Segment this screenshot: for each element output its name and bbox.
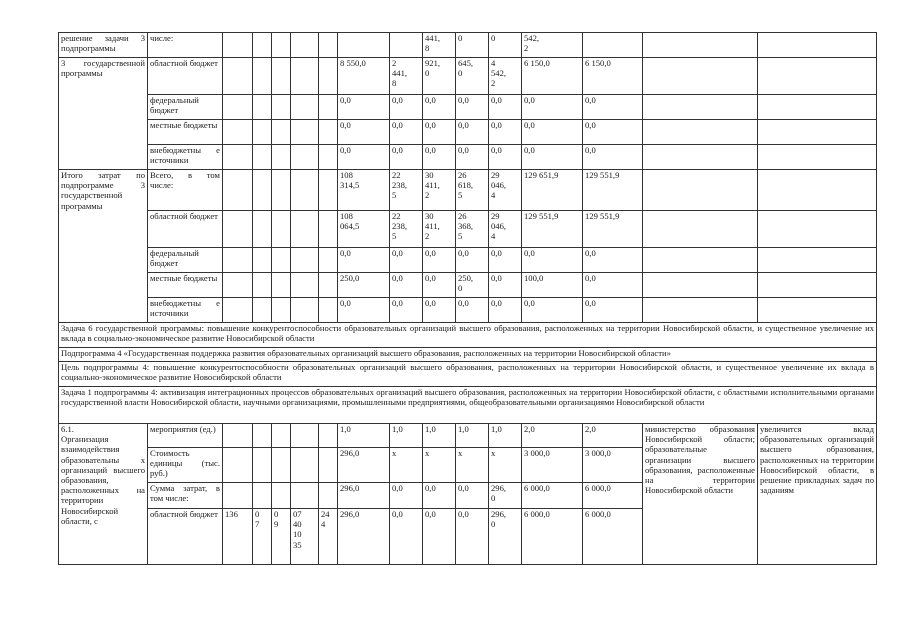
row-title-cell: решение задачи 3 подпрограммы <box>59 33 148 58</box>
budget-table <box>58 32 877 565</box>
value-cell: 30 411, 2 <box>423 211 456 248</box>
value-cell <box>643 95 758 120</box>
source-cell: внебюджетны е источники <box>148 298 223 323</box>
value-cell: 0,0 <box>390 145 423 170</box>
value-cell: 22 238, 5 <box>390 211 423 248</box>
value-cell: 100,0 <box>522 273 583 298</box>
value-cell <box>253 248 272 273</box>
value-cell <box>272 120 291 145</box>
value-cell: 0,0 <box>456 120 489 145</box>
value-cell <box>643 58 758 95</box>
value-cell: 441, 8 <box>423 33 456 58</box>
value-cell <box>223 211 253 248</box>
value-cell <box>223 33 253 58</box>
code-cell <box>319 448 338 483</box>
source-cell: областной бюджет <box>148 211 223 248</box>
value-cell: 0 <box>456 33 489 58</box>
code-cell <box>272 448 291 483</box>
value-cell: 8 550,0 <box>338 58 390 95</box>
value-cell: 0,0 <box>423 145 456 170</box>
value-cell <box>758 58 877 95</box>
source-cell: Всего, в том числе: <box>148 170 223 211</box>
row-title-cell: Итого затрат по подпрограмме 3 государственной программы <box>59 170 148 323</box>
value-cell: 1,0 <box>489 424 522 448</box>
value-cell <box>223 145 253 170</box>
value-cell <box>223 120 253 145</box>
value-cell <box>319 273 338 298</box>
code-cell <box>253 424 272 448</box>
value-cell: 1,0 <box>456 424 489 448</box>
value-cell <box>272 33 291 58</box>
value-cell <box>253 170 272 211</box>
value-cell <box>253 120 272 145</box>
code-cell <box>291 448 319 483</box>
value-cell: 0,0 <box>390 248 423 273</box>
value-cell <box>272 95 291 120</box>
value-cell: 0,0 <box>456 509 489 565</box>
value-cell: 0,0 <box>489 120 522 145</box>
indicator-cell: областной бюджет <box>148 509 223 565</box>
value-cell: 0,0 <box>489 248 522 273</box>
value-cell: 129 551,9 <box>583 170 643 211</box>
summary-row <box>59 120 877 145</box>
code-cell <box>291 483 319 509</box>
value-cell <box>253 33 272 58</box>
value-cell <box>643 33 758 58</box>
value-cell <box>319 33 338 58</box>
value-cell: 0,0 <box>423 273 456 298</box>
total-row <box>59 298 877 323</box>
value-cell: 0,0 <box>522 298 583 323</box>
value-cell <box>253 273 272 298</box>
code-cell <box>253 483 272 509</box>
value-cell: 6 150,0 <box>583 58 643 95</box>
budget-table-page <box>58 32 876 565</box>
value-cell: 0,0 <box>583 145 643 170</box>
event-row <box>59 424 877 448</box>
source-cell: внебюджетны е источники <box>148 145 223 170</box>
value-cell <box>583 33 643 58</box>
value-cell: 296,0 <box>338 483 390 509</box>
value-cell <box>291 273 319 298</box>
value-cell: 6 000,0 <box>522 509 583 565</box>
value-cell: х <box>489 448 522 483</box>
value-cell <box>253 298 272 323</box>
value-cell: х <box>423 448 456 483</box>
value-cell <box>758 145 877 170</box>
value-cell <box>758 95 877 120</box>
value-cell <box>272 273 291 298</box>
summary-row <box>59 33 877 58</box>
value-cell <box>291 95 319 120</box>
value-cell: 0,0 <box>423 509 456 565</box>
value-cell <box>223 170 253 211</box>
value-cell: 29 046, 4 <box>489 170 522 211</box>
value-cell: 1,0 <box>390 424 423 448</box>
value-cell: 1,0 <box>338 424 390 448</box>
value-cell: 0,0 <box>338 298 390 323</box>
value-cell <box>253 145 272 170</box>
value-cell <box>643 211 758 248</box>
value-cell <box>272 211 291 248</box>
value-cell <box>319 170 338 211</box>
value-cell: 108 064,5 <box>338 211 390 248</box>
value-cell <box>319 211 338 248</box>
value-cell: 3 000,0 <box>583 448 643 483</box>
value-cell: 0,0 <box>338 95 390 120</box>
code-cell <box>223 448 253 483</box>
value-cell: 921, 0 <box>423 58 456 95</box>
value-cell: 0,0 <box>456 483 489 509</box>
value-cell: 0,0 <box>583 95 643 120</box>
row-title-cell: 3 государственной программы <box>59 58 148 170</box>
code-cell: 07 40 10 35 <box>291 509 319 565</box>
code-cell <box>223 424 253 448</box>
value-cell <box>758 170 877 211</box>
value-cell: 645, 0 <box>456 58 489 95</box>
executor-cell: министерство образования Новосибирской области; образовательные организации высшего образования, расположенные на территории Новосибирской области <box>643 424 758 565</box>
value-cell: 6 000,0 <box>583 509 643 565</box>
code-cell <box>272 483 291 509</box>
total-row <box>59 170 877 211</box>
value-cell: 0,0 <box>489 95 522 120</box>
total-row <box>59 211 877 248</box>
value-cell <box>223 95 253 120</box>
value-cell <box>223 273 253 298</box>
result-cell: увеличится вклад образовательных организаций высшего образования, расположенных на территории Новосибирской области, в решение прикладных задач по заданиям <box>758 424 877 565</box>
summary-row <box>59 145 877 170</box>
total-row <box>59 273 877 298</box>
value-cell: 0,0 <box>522 248 583 273</box>
value-cell <box>291 170 319 211</box>
value-cell: 250,0 <box>338 273 390 298</box>
code-cell: 24 4 <box>319 509 338 565</box>
summary-row <box>59 58 877 95</box>
value-cell: 26 368, 5 <box>456 211 489 248</box>
value-cell <box>643 248 758 273</box>
value-cell <box>272 58 291 95</box>
span-text-cell: Подпрограмма 4 «Государственная поддержка развития образовательных организаций высшего образования, расположенных на территории Новосибирской области» <box>59 348 877 362</box>
source-cell: местные бюджеты <box>148 273 223 298</box>
value-cell <box>253 58 272 95</box>
code-cell <box>223 483 253 509</box>
value-cell <box>291 211 319 248</box>
value-cell <box>272 248 291 273</box>
value-cell: 0,0 <box>338 248 390 273</box>
source-cell: федеральный бюджет <box>148 95 223 120</box>
value-cell: 0,0 <box>390 95 423 120</box>
value-cell <box>223 298 253 323</box>
value-cell: 0,0 <box>583 273 643 298</box>
indicator-cell: Сумма затрат, в том числе: <box>148 483 223 509</box>
value-cell: 2,0 <box>522 424 583 448</box>
value-cell: 129 551,9 <box>522 211 583 248</box>
span-text-cell: Задача 1 подпрограммы 4: активизация интеграционных процессов образовательных организаций высшего образования, расположенных на территории Новосибирской области, с областными исполнительными органами государственной власти Новосибирской области, научными организациями, промышленными предприятиями, общеобразовательными организациями Новосибирской области <box>59 387 877 424</box>
value-cell <box>291 33 319 58</box>
value-cell: 0,0 <box>456 145 489 170</box>
value-cell <box>253 95 272 120</box>
value-cell <box>338 33 390 58</box>
value-cell: 0,0 <box>489 273 522 298</box>
value-cell: 129 551,9 <box>583 211 643 248</box>
value-cell: 0,0 <box>489 145 522 170</box>
value-cell <box>643 145 758 170</box>
value-cell: 1,0 <box>423 424 456 448</box>
code-cell: 0 9 <box>272 509 291 565</box>
value-cell: 0 <box>489 33 522 58</box>
value-cell: 22 238, 5 <box>390 170 423 211</box>
value-cell: 0,0 <box>423 483 456 509</box>
value-cell: 296, 0 <box>489 509 522 565</box>
summary-row <box>59 95 877 120</box>
source-cell: федеральный бюджет <box>148 248 223 273</box>
code-cell <box>319 424 338 448</box>
value-cell: 542, 2 <box>522 33 583 58</box>
span-text-cell: Цель подпрограммы 4: повышение конкурентоспособности образовательных организаций высшего образования, расположенных на территории Новосибирской области, и существенное увеличение их вклада в социально-экономическое развитие Новосибирской области <box>59 362 877 387</box>
value-cell: 0,0 <box>456 95 489 120</box>
value-cell <box>390 33 423 58</box>
value-cell <box>758 120 877 145</box>
task-6-row <box>59 323 877 348</box>
subprogram-4-row <box>59 348 877 362</box>
code-cell <box>253 448 272 483</box>
value-cell <box>643 120 758 145</box>
value-cell: 29 046, 4 <box>489 211 522 248</box>
code-cell: 0 7 <box>253 509 272 565</box>
value-cell <box>319 298 338 323</box>
code-cell <box>291 424 319 448</box>
source-cell: местные бюджеты <box>148 120 223 145</box>
source-cell: областной бюджет <box>148 58 223 95</box>
value-cell: 0,0 <box>423 95 456 120</box>
value-cell: 0,0 <box>456 298 489 323</box>
value-cell: 0,0 <box>522 145 583 170</box>
value-cell: 108 314,5 <box>338 170 390 211</box>
value-cell <box>643 273 758 298</box>
value-cell: 6 000,0 <box>522 483 583 509</box>
value-cell: 0,0 <box>338 120 390 145</box>
value-cell <box>758 248 877 273</box>
value-cell: 2 441, 8 <box>390 58 423 95</box>
value-cell: 2,0 <box>583 424 643 448</box>
value-cell <box>223 248 253 273</box>
value-cell: 0,0 <box>338 145 390 170</box>
value-cell: 0,0 <box>390 298 423 323</box>
value-cell: 296, 0 <box>489 483 522 509</box>
value-cell <box>758 298 877 323</box>
value-cell <box>223 58 253 95</box>
value-cell: 4 542, 2 <box>489 58 522 95</box>
value-cell: 0,0 <box>583 298 643 323</box>
value-cell: 0,0 <box>423 120 456 145</box>
code-cell <box>272 424 291 448</box>
goal-4-row <box>59 362 877 387</box>
value-cell <box>272 298 291 323</box>
value-cell <box>643 298 758 323</box>
value-cell <box>272 170 291 211</box>
value-cell: 0,0 <box>390 509 423 565</box>
total-row <box>59 248 877 273</box>
value-cell <box>319 58 338 95</box>
value-cell: 6 150,0 <box>522 58 583 95</box>
value-cell <box>291 298 319 323</box>
value-cell <box>319 145 338 170</box>
value-cell: 3 000,0 <box>522 448 583 483</box>
value-cell <box>758 211 877 248</box>
value-cell: х <box>456 448 489 483</box>
source-cell: числе: <box>148 33 223 58</box>
value-cell: 129 651,9 <box>522 170 583 211</box>
value-cell <box>291 145 319 170</box>
value-cell <box>643 170 758 211</box>
value-cell: 0,0 <box>522 120 583 145</box>
value-cell <box>291 248 319 273</box>
code-cell <box>319 483 338 509</box>
value-cell: 0,0 <box>489 298 522 323</box>
indicator-cell: Стоимость единицы (тыс. руб.) <box>148 448 223 483</box>
value-cell <box>319 95 338 120</box>
value-cell <box>291 120 319 145</box>
code-cell: 136 <box>223 509 253 565</box>
value-cell: 0,0 <box>583 248 643 273</box>
value-cell: 30 411, 2 <box>423 170 456 211</box>
value-cell: 296,0 <box>338 509 390 565</box>
value-cell: 0,0 <box>583 120 643 145</box>
value-cell <box>758 273 877 298</box>
value-cell <box>319 120 338 145</box>
value-cell: 250, 0 <box>456 273 489 298</box>
value-cell <box>319 248 338 273</box>
span-text-cell: Задача 6 государственной программы: повышение конкурентоспособности образовательных организаций высшего образования, расположенных на территории Новосибирской области, и существенное увеличение их вклада в социально-экономическое развитие Новосибирской области <box>59 323 877 348</box>
value-cell: 0,0 <box>423 298 456 323</box>
value-cell <box>758 33 877 58</box>
value-cell <box>253 211 272 248</box>
value-cell <box>272 145 291 170</box>
value-cell <box>291 58 319 95</box>
value-cell: 296,0 <box>338 448 390 483</box>
value-cell: 0,0 <box>390 483 423 509</box>
value-cell: 0,0 <box>522 95 583 120</box>
event-name-cell: 6.1. Организация взаимодействия образовательны х организаций высшего образования, расположенных на территории Новосибирской области, с <box>59 424 148 565</box>
value-cell: 0,0 <box>390 120 423 145</box>
value-cell: 26 618, 5 <box>456 170 489 211</box>
indicator-cell: мероприятия (ед.) <box>148 424 223 448</box>
value-cell: 0,0 <box>423 248 456 273</box>
task-1-row <box>59 387 877 424</box>
value-cell: 0,0 <box>390 273 423 298</box>
value-cell: 0,0 <box>456 248 489 273</box>
value-cell: 6 000,0 <box>583 483 643 509</box>
value-cell: х <box>390 448 423 483</box>
